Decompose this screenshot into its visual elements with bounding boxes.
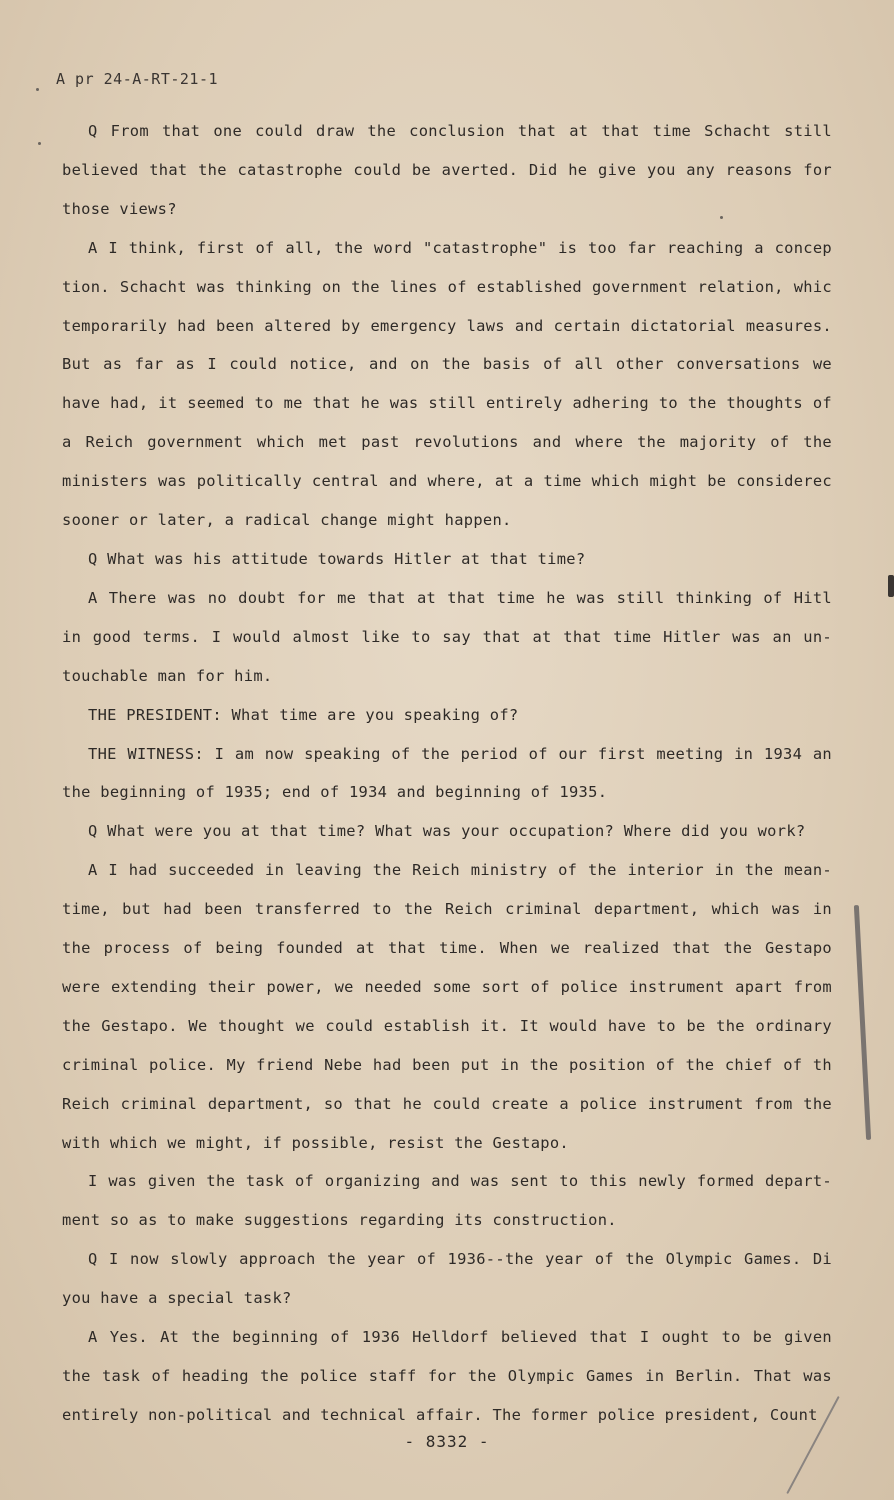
paragraph-answer-3-continued: I was given the task of organizing and was sent to this newly formed depart- ment so as to make suggestions regarding its construction. (62, 1172, 832, 1230)
paragraph-answer-1: A I think, first of all, the word "catastrophe" is too far reaching a concep tion. Schacht was thinking on the lines of established government relation, whic temporarily had been altered by emergency laws and certain dictatorial measures. But as far as I could notice, and on the basis of all other conversations we have had, it seemed to me that he was still entirely adhering to the thoughts of a Reich government which met past revolutions and where the majority of the ministers was politically central and where, at a time which might be considerec sooner or later, a radical change might happen. (62, 238, 832, 530)
transcript-body (62, 112, 832, 1435)
paragraph-answer-4: A Yes. At the beginning of 1936 Helldorf believed that I ought to be given the task of heading the police staff for the Olympic Games in Berlin. That was entirely non-political and technical affair. The former police president, Count (62, 1328, 832, 1424)
edge-ink-mark (888, 575, 894, 597)
margin-pencil-stroke (854, 905, 871, 1140)
paragraph-question-2: Q What was his attitude towards Hitler at that time? (88, 549, 586, 568)
stray-dot (36, 88, 39, 91)
paragraph-question-4: Q I now slowly approach the year of 1936--the year of the Olympic Games. Di you have a special task? (62, 1250, 832, 1308)
stray-dot (720, 216, 723, 219)
paragraph-answer-2: A There was no doubt for me that at that time he was still thinking of Hitl in good terms. I would almost like to say that at that time Hitler was an un- touchable man for him. (62, 588, 832, 685)
paragraph-witness-answer: THE WITNESS: I am now speaking of the period of our first meeting in 1934 an the beginning of 1935; end of 1934 and beginning of 1935. (62, 744, 832, 802)
stray-dot (38, 142, 41, 145)
page-number: - 8332 - (404, 1432, 490, 1451)
paragraph-answer-3: A I had succeeded in leaving the Reich ministry of the interior in the mean- time, but had been transferred to the Reich criminal department, which was in the process of being founded at that time. When we realized that the Gestapo were extending their power, we needed some sort of police instrument apart from the Gestapo. We thought we could establish it. It would have to be the ordinary criminal police. My friend Nebe had been put in the position of the chief of th Reich criminal department, so that he could create a police instrument from the with which we might, if possible, resist the Gestapo. (62, 861, 832, 1152)
paragraph-president-question: THE PRESIDENT: What time are you speaking of? (88, 705, 519, 724)
document-header-code: A pr 24-A-RT-21-1 (56, 70, 219, 88)
paragraph-question-1: Q From that one could draw the conclusion that at that time Schacht still believed that the catastrophe could be averted. Did he give you any reasons for those views? (62, 122, 832, 218)
paragraph-question-3: Q What were you at that time? What was your occupation? Where did you work? (88, 822, 806, 841)
